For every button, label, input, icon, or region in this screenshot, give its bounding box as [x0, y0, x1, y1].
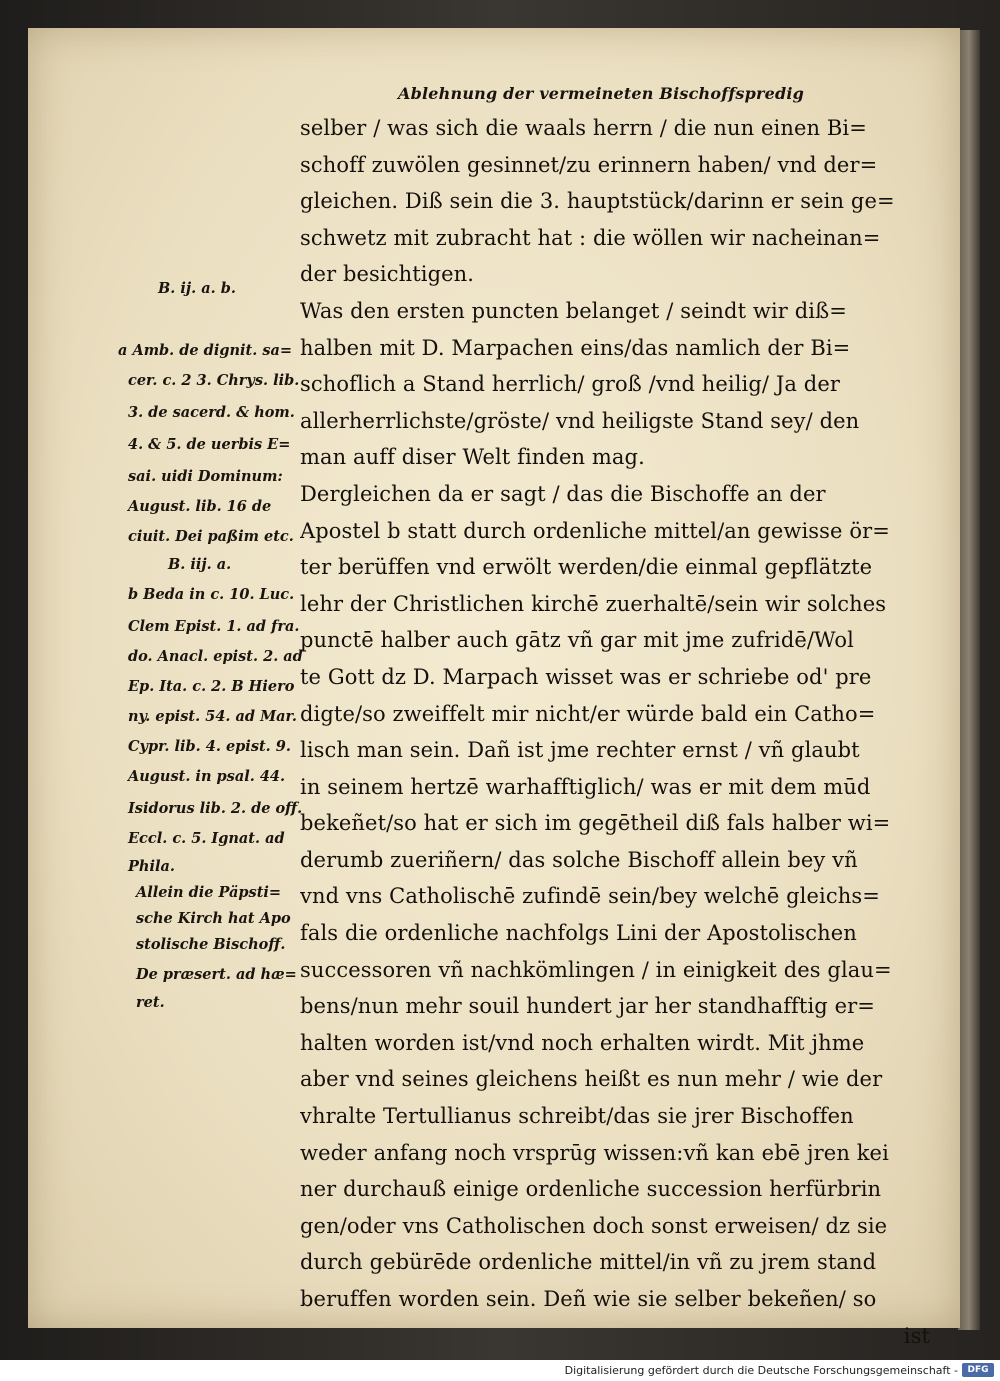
text-line: man auff diser Welt finden mag. — [300, 445, 645, 470]
margin-note: ret. — [136, 994, 165, 1011]
margin-note: do. Anacl. epist. 2. ad — [128, 648, 303, 665]
text-line: aber vnd seines gleichens heißt es nun mehr / wie der — [300, 1067, 883, 1092]
text-line: ist — [903, 1323, 930, 1348]
margin-note: sche Kirch hat Apo — [136, 910, 291, 927]
text-line: weder anfang noch vrsprūg wissen:vñ kan ebē jren kei — [300, 1140, 889, 1165]
text-line: gen/oder vns Catholischen doch sonst erweisen/ dz sie — [300, 1213, 888, 1238]
footer-bar — [0, 1360, 1000, 1381]
text-line: lisch man sein. Dañ ist jme rechter ernst / vñ glaubt — [300, 738, 860, 763]
margin-note: Allein die Päpsti= — [136, 884, 282, 901]
text-line: lehr der Christlichen kirchē zuerhaltē/sein wir solches — [300, 591, 887, 616]
text-line: beruffen worden sein. Deñ wie sie selber bekeñen/ so — [300, 1287, 877, 1311]
text-line: allerherrlichste/gröste/ vnd heiligste Stand sey/ den — [300, 408, 860, 433]
text-line: halben mit D. Marpachen eins/das namlich der Bi= — [300, 335, 851, 360]
margin-note: stolische Bischoff. — [136, 936, 286, 953]
text-line: fals die ordenliche nachfolgs Lini der Apostolischen — [300, 921, 857, 946]
text-line: halten worden ist/vnd noch erhalten wirdt. Mit jhme — [300, 1030, 865, 1055]
margin-note: ny. epist. 54. ad Mar. — [128, 708, 297, 725]
margin-note: 3. de sacerd. & hom. — [128, 404, 295, 421]
main-text-block — [300, 110, 940, 1354]
text-line: successoren vñ nachkömlingen / in einigkeit des glau= — [300, 957, 892, 982]
page-edge — [958, 30, 980, 1330]
text-line: ter berüffen vnd erwölt werden/die einmal gepflätzte — [300, 555, 873, 580]
margin-note: Cypr. lib. 4. epist. 9. — [128, 738, 291, 755]
text-line: selber / was sich die waals herrn / die nun einen Bi= — [300, 116, 867, 140]
text-line: bens/nun mehr souil hundert jar her standhafftig er= — [300, 994, 875, 1019]
text-line: derumb zueriñern/ das solche Bischoff allein bey vñ — [300, 847, 858, 872]
running-header: Ablehnung der vermeineten Bischoffspredig — [398, 84, 805, 103]
text-line: punctē halber auch gātz vñ gar mit jme zufridē/Wol — [300, 628, 854, 653]
margin-note: Clem Epist. 1. ad fra. — [128, 618, 300, 635]
margin-note: cer. c. 2 3. Chrys. lib. — [128, 372, 300, 389]
margin-note: a Amb. de dignit. sa= — [118, 342, 293, 359]
margin-note: b Beda in c. 10. Luc. — [128, 586, 295, 603]
margin-note: Phila. — [128, 858, 175, 875]
margin-note: 4. & 5. de uerbis E= — [128, 436, 291, 453]
text-line: te Gott dz D. Marpach wisset was er schriebe od' pre — [300, 664, 872, 689]
margin-note: August. lib. 16 de — [128, 498, 272, 515]
margin-note: Isidorus lib. 2. de off. — [128, 800, 303, 817]
margin-note: August. in psal. 44. — [128, 768, 286, 785]
text-line: vhralte Tertullianus schreibt/das sie jrer Bischoffen — [300, 1104, 854, 1129]
margin-note: ciuit. Dei paßim etc. — [128, 528, 294, 545]
text-line: Apostel b statt durch ordenliche mittel/an gewisse ör= — [300, 518, 890, 543]
margin-note: De præsert. ad hæ= — [136, 966, 297, 983]
text-line: durch gebürēde ordenliche mittel/in vñ zu jrem stand — [300, 1250, 877, 1275]
text-line: der besichtigen. — [300, 262, 475, 287]
text-line: digte/so zweiffelt mir nicht/er würde bald ein Catho= — [300, 701, 876, 726]
margin-note: Ep. Ita. c. 2. B Hiero — [128, 678, 295, 695]
text-line: schoflich a Stand herrlich/ groß /vnd heilig/ Ja der — [300, 372, 840, 397]
margin-note: sai. uidi Dominum: — [128, 468, 283, 485]
margin-note: Eccl. c. 5. Ignat. ad — [128, 830, 285, 847]
margin-note: B. ij. a. b. — [158, 280, 236, 297]
text-line: Dergleichen da er sagt / das die Bischoffe an der — [300, 481, 826, 506]
margin-note: B. iij. a. — [168, 556, 232, 573]
dfg-logo[interactable]: DFG — [962, 1363, 994, 1377]
text-line: gleichen. Diß sein die 3. hauptstück/darinn er sein ge= — [300, 189, 895, 214]
text-line: bekeñet/so hat er sich im gegētheil diß fals halber wi= — [300, 811, 891, 836]
text-line: in seinem hertzē warhafftiglich/ was er mit dem mūd — [300, 774, 871, 799]
text-line: ner durchauß einige ordenliche succession herfürbrin — [300, 1177, 882, 1202]
text-line: schwetz mit zubracht hat : die wöllen wir nacheinan= — [300, 225, 881, 250]
text-line: schoff zuwölen gesinnet/zu erinnern haben/ vnd der= — [300, 152, 878, 177]
footer-credit: Digitalisierung gefördert durch die Deutsche Forschungsgemeinschaft - — [564, 1364, 958, 1377]
text-line: Was den ersten puncten belanget / seindt wir diß= — [300, 298, 847, 323]
text-line: vnd vns Catholischē zufindē sein/bey welchē gleichs= — [300, 884, 880, 909]
